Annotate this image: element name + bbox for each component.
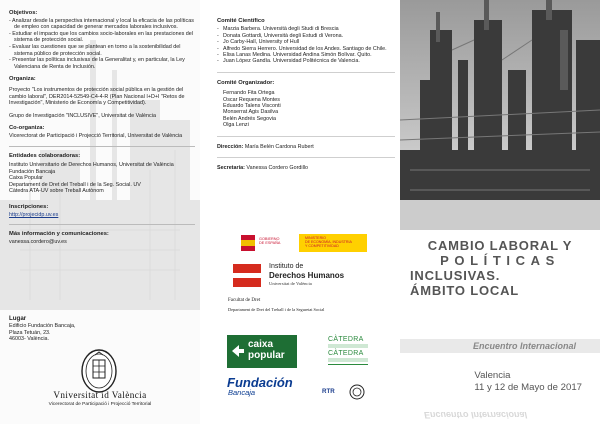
- title-line: ÁMBITO LOCAL: [410, 283, 520, 298]
- caixa-line1: caixa: [248, 339, 274, 350]
- direction-label: Dirección:: [217, 143, 244, 150]
- catedra-stripe: [328, 358, 368, 362]
- event-dates: 11 y 12 de Mayo de 2017: [474, 381, 582, 393]
- rtr-logo: [322, 388, 342, 398]
- ministry-line: Y COMPETITIVIDAD: [305, 244, 339, 249]
- list-item: Instituto Universitario de Derechos Humanos, Universitat de València: [9, 162, 174, 169]
- middle-content: [217, 18, 395, 172]
- caixa-arrow-icon: [231, 344, 245, 358]
- organizing-committee-heading: Comité Organizador:: [217, 79, 275, 86]
- scientific-committee: [217, 18, 395, 65]
- event-title: [400, 238, 600, 298]
- left-content: [9, 10, 195, 251]
- divider: [9, 224, 195, 225]
- divider: [217, 157, 395, 158]
- idh-line3: Universitat de València: [269, 281, 312, 286]
- university-seal-icon: [349, 384, 365, 400]
- gov-line: GOBIERNO: [259, 237, 280, 241]
- catedra-logo: [325, 336, 373, 376]
- list-item: Oscar Requena Montes: [223, 96, 280, 103]
- ministry-line: DE ECONOMÍA, INDUSTRIA: [305, 240, 352, 245]
- middle-panel: [200, 0, 400, 424]
- divider: [9, 146, 195, 147]
- gov-text: [259, 237, 280, 246]
- scientific-committee-heading: Comité Científico: [217, 18, 265, 24]
- venue-line: 46003- València.: [9, 336, 50, 343]
- list-item: Càtedra ATA-UV sobre Treball Autònom: [9, 188, 104, 195]
- registration-heading: Inscripciones:: [9, 204, 49, 211]
- rtr-text: RTR: [322, 388, 335, 395]
- mirrored-subtitle: Encuentro Internacional: [424, 410, 528, 420]
- caixa-popular-logo: [227, 335, 297, 368]
- venue-section: [9, 316, 169, 343]
- event-subtitle-band: [400, 339, 600, 353]
- organiza-group: Grupo de Investigación "INCLUSIVE", Universitat de València: [9, 112, 156, 119]
- list-item: - Jo Carby-Hall, University of Hull: [217, 39, 395, 45]
- fund-line1: Fundación: [227, 375, 293, 390]
- list-item: Caixa Popular: [9, 175, 43, 182]
- organiza-section: [9, 76, 195, 119]
- event-date-block: [474, 370, 582, 394]
- university-subtitle: Vicerectorat de Participació i Projecció Territorial: [48, 402, 152, 407]
- list-item: - Juan López Gandía. Universidad Politécnica de Valencia.: [217, 58, 395, 64]
- scientific-committee-list: [217, 26, 395, 64]
- ministry-text: [305, 236, 352, 249]
- secretary-label: Secretaría:: [217, 165, 245, 172]
- gov-line: DE ESPAÑA: [259, 241, 281, 246]
- coorganiza-section: [9, 125, 195, 139]
- title-line: CAMBIO LABORAL Y: [427, 238, 573, 253]
- left-panel: [0, 0, 200, 424]
- objectives-section: [9, 10, 195, 70]
- facultat-logo: [228, 297, 368, 317]
- university-name: Vniversitat id València: [53, 390, 147, 400]
- list-item: - Donata Gottardi, Università degli Estudi di Verona.: [217, 33, 395, 39]
- event-subtitle: Encuentro Internacional: [472, 341, 576, 351]
- secretary-value: Vanessa Cordero Gordillo: [246, 165, 308, 172]
- registration-link[interactable]: http://projecidp.uv.es: [9, 211, 59, 218]
- idh-line2: Derechos Humanos: [269, 271, 345, 280]
- event-city: Valencia: [474, 370, 511, 381]
- list-item: - Elisa Lanas Medina. Universidad Andina Simón Bolívar. Quito.: [217, 52, 395, 58]
- list-item: Monserrat Agis Dasilva: [223, 109, 279, 116]
- coorganiza-heading: Co-organiza:: [9, 125, 45, 132]
- caixa-line2: popular: [248, 350, 285, 361]
- gobierno-logo: [233, 232, 367, 254]
- collaborators-section: [9, 153, 195, 196]
- collaborators-heading: Entidades colaboradoras:: [9, 152, 81, 159]
- contact-email[interactable]: vanessa.cordero@uv.es: [9, 238, 67, 245]
- title-line: POLÍTICAS: [440, 253, 560, 268]
- secretary-line: [217, 165, 395, 171]
- list-item: Fundación Bancaja: [9, 168, 56, 175]
- ministry-line: MINISTERIO: [305, 236, 326, 240]
- list-item: Belén Andrés Segovia: [223, 115, 277, 122]
- idh-logo: [233, 262, 367, 292]
- industrial-photo-image: [400, 0, 600, 230]
- organiza-heading: Organiza:: [9, 76, 36, 83]
- list-item: - Evaluar las cuestiones que se plantean en torno a la sostenibilidad del sistema público de protección social.: [9, 44, 195, 57]
- title-line: INCLUSIVAS.: [410, 268, 501, 283]
- divider: [217, 72, 395, 73]
- info-heading: Más información y comunicaciones:: [9, 231, 109, 238]
- fund-line2: Bancaja: [228, 388, 256, 397]
- list-item: - Analizar desde la perspectiva internacional y local la eficacia de las políticas de empleo con capacidad de generar mercados laborales inclusivos.: [9, 18, 195, 31]
- info-section: [9, 231, 195, 245]
- facultat-line1: Facultat de Dret: [228, 298, 261, 303]
- catedra-rule: [328, 364, 368, 365]
- list-item: - Alfredo Sierra Herrero. Universidad de los Andes. Santiago de Chile.: [217, 46, 395, 52]
- idh-mark-icon: [233, 262, 265, 290]
- list-item: - Presentar las políticas inclusivas de la Generalitat y, en particular, la Ley Valenciana de Renta de Inclusión.: [9, 57, 195, 70]
- coorganiza-text: Vicerectorat de Participació i Projecció Territorial, Universitat de València: [9, 132, 183, 139]
- list-item: Fernando Fita Ortega: [223, 90, 275, 97]
- venue-heading: Lugar: [9, 315, 27, 322]
- list-item: Eduardo Talens Visconti: [223, 103, 281, 110]
- university-crest-icon: [64, 348, 134, 394]
- organiza-project: Proyecto "Los instrumentos de protección social pública en la gestión del cambio laboral", DER2014-52549-C4-4-R (Plan Nacional I+D+I "Retos de Investigación", Ministerio de Economía y Competitividad).: [9, 86, 185, 107]
- organizing-committee: [217, 80, 395, 129]
- list-item: Olga Lenzi: [223, 122, 249, 129]
- registration-section: [9, 204, 195, 218]
- venue-line: Plaza Tetuán, 23.: [9, 329, 51, 336]
- objectives-heading: Objetivos:: [9, 10, 38, 16]
- direction-line: [217, 144, 395, 150]
- right-panel: [400, 0, 600, 424]
- catedra-line: CÀTEDRA: [328, 336, 364, 343]
- catedra-stripe: [328, 344, 368, 348]
- venue-line: Edificio Fundación Bancaja,: [9, 322, 76, 329]
- idh-line1: Instituto de: [269, 263, 304, 270]
- facultat-line2: Departament de Dret del Treball i de la Seguretat Social: [228, 307, 325, 312]
- fundacion-bancaja-logo: [227, 376, 307, 400]
- catedra-line: CÀTEDRA: [328, 350, 364, 357]
- direction-value: María Belén Cardona Rubert: [244, 143, 314, 150]
- divider: [217, 136, 395, 137]
- list-item: - Marzia Barbera. Università degli Studi di Brescia: [217, 26, 395, 32]
- list-item: - Estudiar el impacto que los cambios socio-laborales en las prestaciones del sistema de protección social.: [9, 31, 195, 44]
- objectives-list: [9, 18, 195, 71]
- list-item: Departament de Dret del Treball i de la Seg. Social. UV: [9, 181, 141, 188]
